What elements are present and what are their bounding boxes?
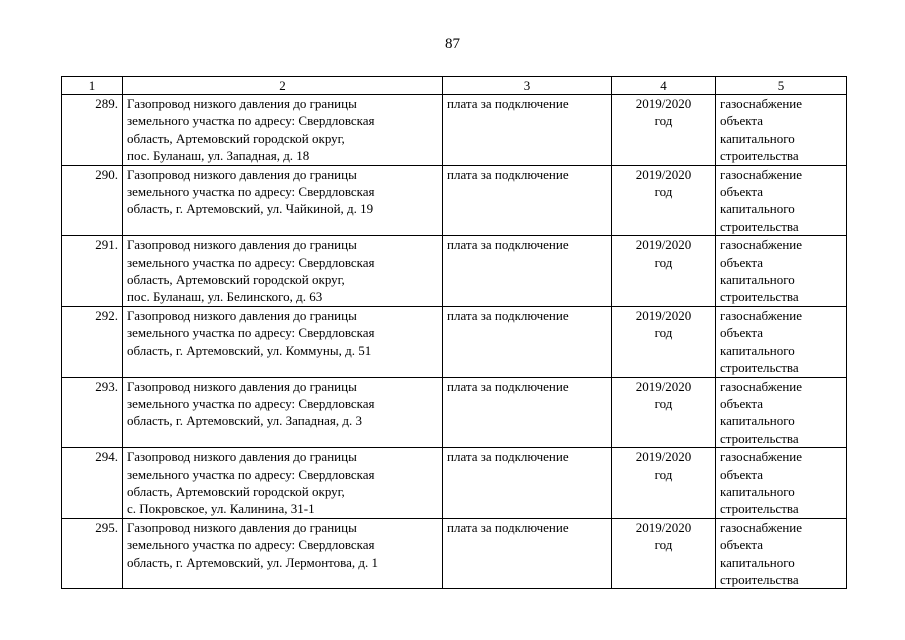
object-description: [123, 518, 443, 589]
table-row: [62, 518, 847, 589]
table-row: [62, 165, 847, 236]
purpose-line: капитального: [720, 130, 795, 146]
object-description-line: Газопровод низкого давления до границы: [127, 307, 357, 323]
document-table: [61, 76, 847, 589]
purpose: [716, 306, 847, 377]
object-description-line: земельного участка по адресу: Свердловская: [127, 184, 375, 200]
object-description-line: земельного участка по адресу: Свердловская: [127, 537, 375, 553]
row-number: 292.: [62, 306, 123, 377]
object-description-line: область, г. Артемовский, ул. Чайкиной, д. 19: [127, 201, 374, 217]
object-description-line: Газопровод низкого давления до границы: [127, 166, 357, 182]
column-header-2: 2: [123, 77, 443, 95]
period-line: год: [654, 537, 673, 553]
period-line: 2019/2020: [635, 519, 692, 535]
column-header-3: 3: [443, 77, 612, 95]
payment-type: плата за подключение: [443, 377, 612, 448]
period-line: 2019/2020: [635, 166, 692, 182]
row-number: 289.: [62, 95, 123, 166]
purpose: [716, 95, 847, 166]
object-description-line: область, г. Артемовский, ул. Западная, д. 3: [127, 413, 362, 429]
purpose-line: объекта: [720, 254, 764, 270]
object-description: [123, 377, 443, 448]
purpose-line: строительства: [720, 501, 799, 517]
purpose-line: объекта: [720, 466, 764, 482]
purpose-line: газоснабжение: [720, 237, 803, 253]
purpose-line: объекта: [720, 395, 764, 411]
purpose-line: объекта: [720, 184, 764, 200]
purpose-line: строительства: [720, 360, 799, 376]
table-row: [62, 377, 847, 448]
object-description: [123, 236, 443, 307]
payment-type: плата за подключение: [443, 236, 612, 307]
period-line: год: [654, 184, 673, 200]
object-description-line: земельного участка по адресу: Свердловская: [127, 395, 375, 411]
row-number: 295.: [62, 518, 123, 589]
object-description-line: Газопровод низкого давления до границы: [127, 378, 357, 394]
table-row: [62, 448, 847, 519]
object-description-line: с. Покровское, ул. Калинина, 31-1: [127, 501, 315, 517]
object-description-line: область, г. Артемовский, ул. Лермонтова, д. 1: [127, 554, 379, 570]
table-row: [62, 95, 847, 166]
object-description: [123, 95, 443, 166]
table-header-row: [62, 77, 847, 95]
payment-type: плата за подключение: [443, 448, 612, 519]
period-line: 2019/2020: [635, 237, 692, 253]
period: [612, 95, 716, 166]
object-description: [123, 306, 443, 377]
period: [612, 306, 716, 377]
object-description: [123, 165, 443, 236]
object-description-line: область, г. Артемовский, ул. Коммуны, д. 51: [127, 342, 372, 358]
purpose-line: газоснабжение: [720, 96, 803, 111]
object-description-line: область, Артемовский городской округ,: [127, 130, 345, 146]
object-description-line: земельного участка по адресу: Свердловская: [127, 113, 375, 129]
row-number: 294.: [62, 448, 123, 519]
purpose: [716, 518, 847, 589]
period: [612, 518, 716, 589]
purpose-line: капитального: [720, 201, 795, 217]
payment-type: плата за подключение: [443, 95, 612, 166]
payment-type: плата за подключение: [443, 165, 612, 236]
period: [612, 377, 716, 448]
object-description-line: Газопровод низкого давления до границы: [127, 237, 357, 253]
object-description-line: земельного участка по адресу: Свердловская: [127, 466, 375, 482]
purpose-line: капитального: [720, 483, 795, 499]
object-description-line: земельного участка по адресу: Свердловская: [127, 254, 375, 270]
column-header-5: 5: [716, 77, 847, 95]
period-line: год: [654, 254, 673, 270]
page-number: 87: [445, 36, 460, 52]
purpose-line: капитального: [720, 554, 795, 570]
period: [612, 165, 716, 236]
purpose: [716, 165, 847, 236]
purpose-line: капитального: [720, 342, 795, 358]
purpose-line: объекта: [720, 537, 764, 553]
period-line: год: [654, 466, 673, 482]
object-description-line: пос. Буланаш, ул. Белинского, д. 63: [127, 289, 323, 305]
object-description-line: Газопровод низкого давления до границы: [127, 519, 357, 535]
object-description-line: пос. Буланаш, ул. Западная, д. 18: [127, 148, 310, 164]
table-row: [62, 236, 847, 307]
period-line: год: [654, 395, 673, 411]
purpose-line: газоснабжение: [720, 449, 803, 465]
purpose-line: объекта: [720, 325, 764, 341]
purpose-line: газоснабжение: [720, 166, 803, 182]
column-header-4: 4: [612, 77, 716, 95]
payment-type: плата за подключение: [443, 518, 612, 589]
purpose-line: газоснабжение: [720, 519, 803, 535]
purpose-line: газоснабжение: [720, 307, 803, 323]
purpose-line: строительства: [720, 148, 799, 164]
period-line: 2019/2020: [635, 378, 692, 394]
payment-type: плата за подключение: [443, 306, 612, 377]
row-number: 293.: [62, 377, 123, 448]
object-description-line: Газопровод низкого давления до границы: [127, 96, 357, 111]
object-description-line: область, Артемовский городской округ,: [127, 272, 345, 288]
purpose-line: строительства: [720, 289, 799, 305]
period-line: год: [654, 113, 673, 129]
table-body: [62, 95, 847, 589]
period: [612, 236, 716, 307]
purpose-line: газоснабжение: [720, 378, 803, 394]
purpose-line: строительства: [720, 430, 799, 446]
purpose-line: объекта: [720, 113, 764, 129]
object-description-line: земельного участка по адресу: Свердловская: [127, 325, 375, 341]
period-line: 2019/2020: [635, 449, 692, 465]
object-description: [123, 448, 443, 519]
purpose-line: капитального: [720, 272, 795, 288]
period: [612, 448, 716, 519]
row-number: 291.: [62, 236, 123, 307]
purpose-line: строительства: [720, 218, 799, 234]
purpose: [716, 236, 847, 307]
purpose-line: капитального: [720, 413, 795, 429]
purpose: [716, 448, 847, 519]
column-header-1: 1: [62, 77, 123, 95]
object-description-line: Газопровод низкого давления до границы: [127, 449, 357, 465]
table-row: [62, 306, 847, 377]
period-line: год: [654, 325, 673, 341]
purpose: [716, 377, 847, 448]
purpose-line: строительства: [720, 571, 799, 587]
period-line: 2019/2020: [635, 307, 692, 323]
period-line: 2019/2020: [635, 96, 692, 111]
row-number: 290.: [62, 165, 123, 236]
object-description-line: область, Артемовский городской округ,: [127, 483, 345, 499]
